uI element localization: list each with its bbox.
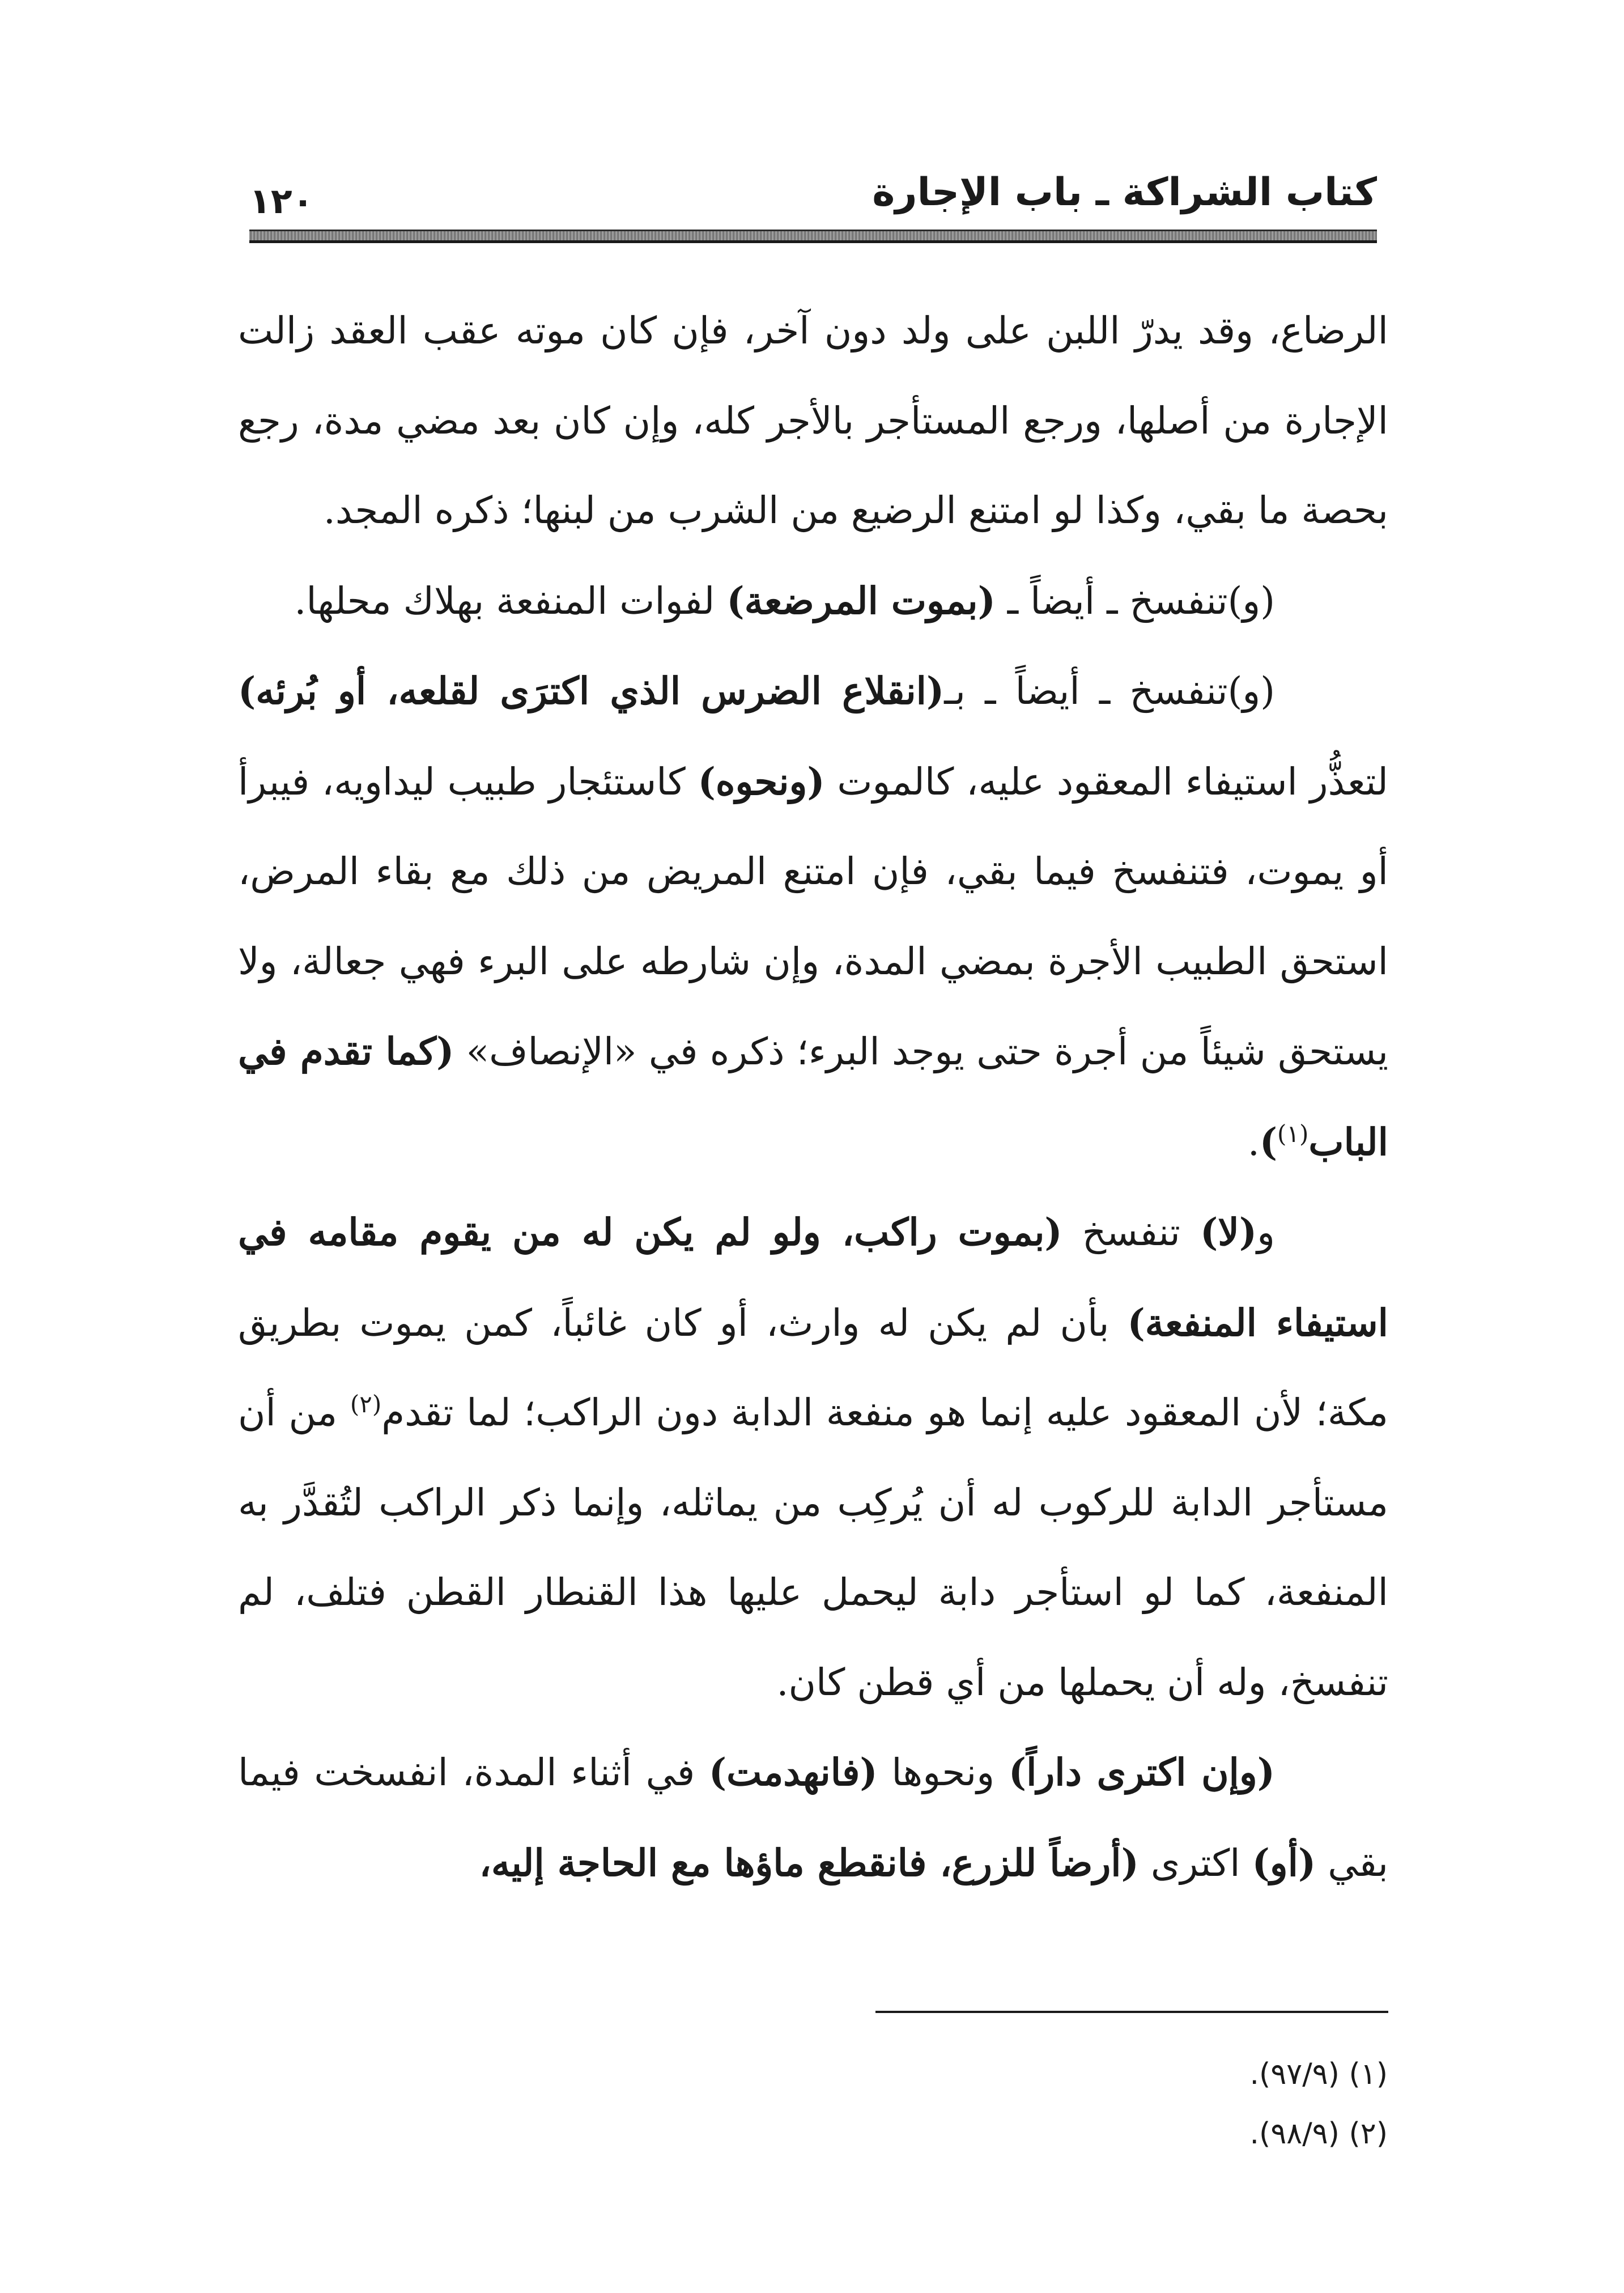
paragraph-3-text: .: [1247, 1120, 1260, 1164]
footnotes: [878, 2045, 1388, 2164]
header-divider: [249, 230, 1377, 243]
paragraph-4-text: من أن مستأجر الدابة للركوب له أن يُركِب من يماثله، وإنما ذكر الراكب لتُقدَّر به المنفعة، كما لو استأجر دابة ليحمل عليها هذا القنطار القطن فتلف، لم تنفسخ، وله أن يحملها من أي قطن كان.: [238, 1391, 1388, 1704]
footnote-1: .(٩٧/٩) (١): [1249, 2057, 1388, 2091]
matn-bold: ): [1259, 1119, 1278, 1164]
paragraph-2: [238, 556, 1388, 647]
paragraph-5-text: في أثناء المدة، انفسخت فيما بقي: [238, 1751, 1388, 1885]
matn-bold: (ونحوه): [698, 759, 825, 804]
footnote-divider: [875, 2011, 1388, 2013]
paragraph-1-text: الرضاع، وقد يدرّ اللبن على ولد دون آخر، فإن كان موته عقب العقد زالت الإجارة من أصلها، ورجع المستأجر بالأجر كله، وإن كان بعد مضي مدة، رجع بحصة ما بقي، وكذا لو امتنع الرضيع من الشرب من لبنها؛ ذكره المجد.: [238, 309, 1388, 532]
main-text: [238, 286, 1388, 1908]
footnote-2: .(٩٨/٩) (٢): [1249, 2117, 1388, 2151]
running-header-title: كتاب الشراكة ـ باب الإجارة: [872, 170, 1377, 215]
matn-bold: (بموت راكب، ولو لم يكن له من يقوم مقامه في استيفاء المنفعة): [238, 1210, 1388, 1345]
footnote-marker-1[interactable]: (١): [1277, 1119, 1309, 1148]
paragraph-2-text: (و)تنفسخ ـ أيضاً ـ: [995, 579, 1275, 623]
paragraph-5-text: ونحوها: [877, 1751, 1009, 1794]
paragraph-3-text: كاستئجار طبيب ليداويه، فيبرأ أو يموت، فتنفسخ فيما بقي، فإن امتنع المريض من ذلك مع بقاء المرض، استحق الطبيب الأجرة بمضي المدة، وإن شارطه على البرء فهي جعالة، ولا يستحق شيئاً من أجرة حتى يوجد البرء؛ ذكره في «الإنصاف»: [238, 759, 1388, 1073]
paragraph-3-text: (و)تنفسخ ـ أيضاً ـ بـ: [944, 669, 1275, 713]
paragraph-4: [238, 1187, 1388, 1727]
matn-bold: (أرضاً للزرع، فانقطع ماؤها مع الحاجة إليه،: [479, 1840, 1139, 1885]
paragraph-3-text: لتعذُّر استيفاء المعقود عليه، كالموت: [824, 759, 1389, 804]
matn-bold: (كما تقدم في الباب: [238, 1029, 1388, 1164]
paragraph-4-text: و: [1257, 1211, 1275, 1254]
paragraph-2-text: لفوات المنفعة بهلاك محلها.: [294, 579, 727, 623]
matn-bold: (انقلاع الضرس الذي اكترَى لقلعه، أو بُرئه): [238, 669, 945, 713]
paragraph-3: [238, 646, 1388, 1187]
page-number: ١٢٠: [249, 180, 314, 222]
paragraph-1: [238, 286, 1388, 556]
matn-bold: (فانهدمت): [708, 1750, 878, 1794]
paragraph-5-text: اكترى: [1138, 1841, 1252, 1885]
matn-bold: (لا): [1200, 1210, 1257, 1254]
matn-bold: (بموت المرضعة): [726, 578, 996, 623]
paragraph-4-text: بأن لم يكن له وارث، أو كان غائباً، كمن يموت بطريق مكة؛ لأن المعقود عليه إنما هو منفعة الدابة دون الراكب؛ لما تقدم: [238, 1301, 1389, 1434]
matn-bold: (وإن اكترى داراً): [1008, 1750, 1275, 1794]
paragraph-4-text: تنفسخ: [1062, 1211, 1201, 1254]
footnote-marker-2[interactable]: (٢): [350, 1390, 382, 1418]
paragraph-5: [238, 1727, 1388, 1908]
matn-bold: (أو): [1252, 1840, 1316, 1885]
page-header: [249, 153, 1377, 244]
